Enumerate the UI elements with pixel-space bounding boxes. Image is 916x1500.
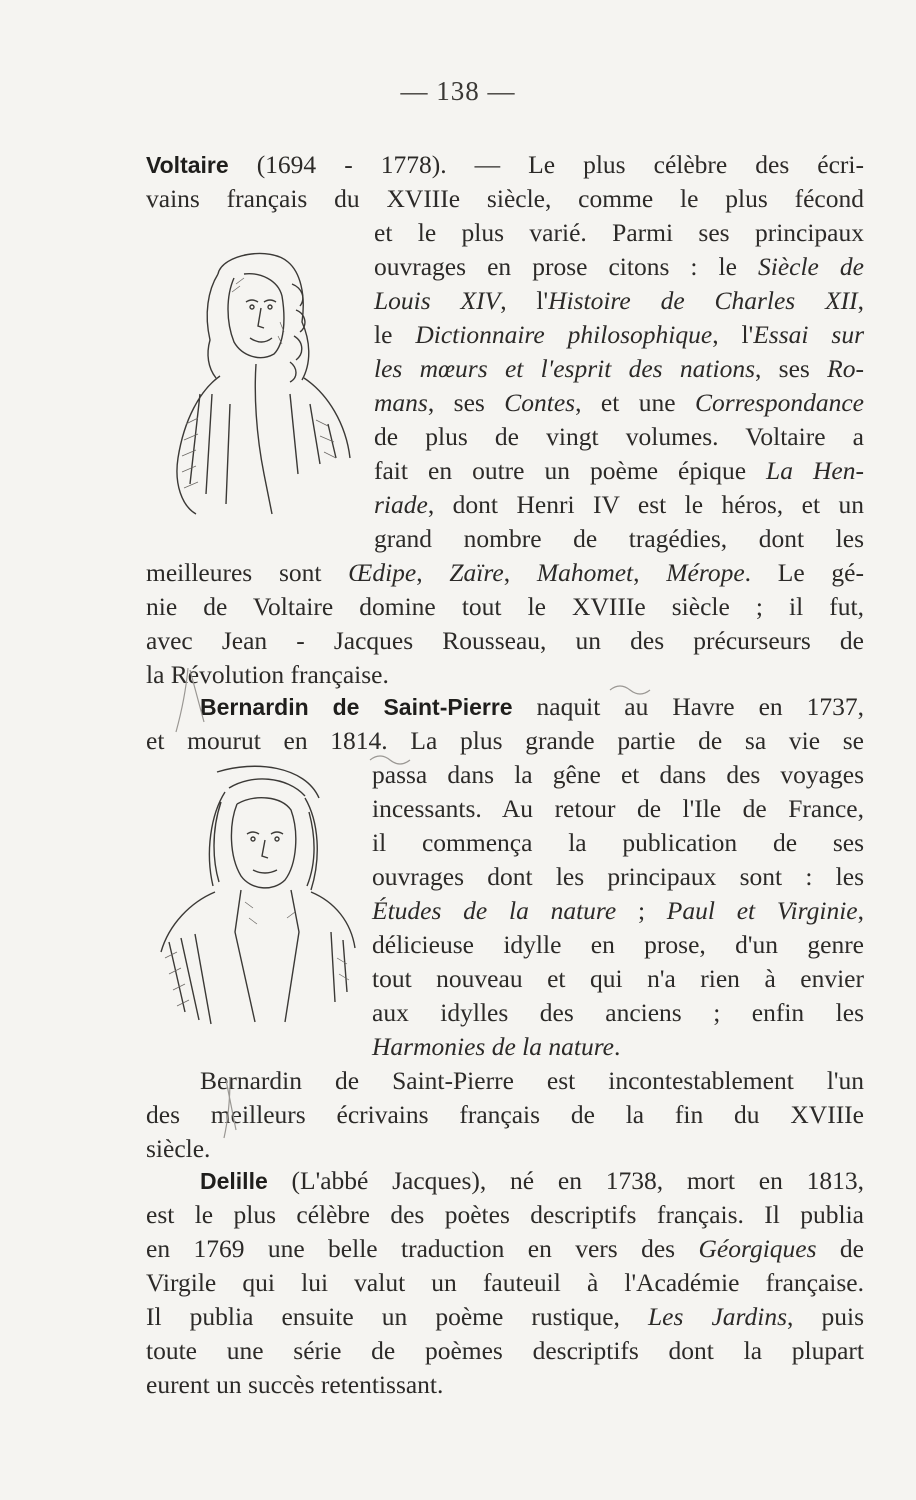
bernardin-line-12: Bernardin de Saint-Pierre est incontestablement l'un xyxy=(200,1066,864,1095)
delille-line-7: eurent un succès retentissant. xyxy=(146,1370,444,1399)
voltaire-line-13: meilleures sont Œdipe, Zaïre, Mahomet, Mérope. Le gé- xyxy=(146,558,864,587)
voltaire-line-15: avec Jean - Jacques Rousseau, un des précurseurs de xyxy=(146,626,864,655)
voltaire-line-16: la Révolution française. xyxy=(146,660,389,689)
bernardin-line-8: délicieuse idylle en prose, d'un genre xyxy=(372,930,864,959)
voltaire-line-2: vains français du XVIIIe siècle, comme le plus fécond xyxy=(146,184,864,213)
bernardin-line-10: aux idylles des anciens ; enfin les xyxy=(372,998,864,1027)
bernardin-line-6: ouvrages dont les principaux sont : les xyxy=(372,862,864,891)
delille-line-3: en 1769 une belle traduction en vers des Géorgiques de xyxy=(146,1234,864,1263)
delille-line-6: toute une série de poèmes descriptifs dont la plupart xyxy=(146,1336,864,1365)
delille-line-2: est le plus célèbre des poètes descriptifs français. Il publia xyxy=(146,1200,864,1229)
bernardin-line-3: passa dans la gêne et dans des voyages xyxy=(372,760,864,789)
voltaire-line-14: nie de Voltaire domine tout le XVIIIe siècle ; il fut, xyxy=(146,592,864,621)
bernardin-line-5: il commença la publication de ses xyxy=(372,828,864,857)
voltaire-line-10: fait en outre un poème épique La Hen- xyxy=(374,456,864,485)
voltaire-line-3: et le plus varié. Parmi ses principaux xyxy=(374,218,864,247)
voltaire-line-9: de plus de vingt volumes. Voltaire a xyxy=(374,422,864,451)
bernardin-line-1: Bernardin de Saint-Pierre naquit au Havre en 1737, xyxy=(200,692,865,721)
delille-line-5: Il publia ensuite un poème rustique, Les Jardins, puis xyxy=(146,1302,865,1331)
bernardin-line-14: siècle. xyxy=(146,1134,211,1163)
voltaire-line-7: les mœurs et l'esprit des nations, ses Ro- xyxy=(374,354,864,383)
bernardin-line-4: incessants. Au retour de l'Ile de France, xyxy=(372,794,864,823)
bernardin-name: Bernardin de Saint-Pierre xyxy=(200,694,513,720)
voltaire-line-4: ouvrages en prose citons : le Siècle de xyxy=(374,252,864,281)
pencil-annotations xyxy=(170,660,730,1150)
voltaire-line-12: grand nombre de tragédies, dont les xyxy=(374,524,864,553)
delille-line-4: Virgile qui lui valut un fauteuil à l'Académie française. xyxy=(146,1268,864,1297)
bernardin-line-9: tout nouveau et qui n'a rien à envier xyxy=(372,964,864,993)
voltaire-line-5: Louis XIV, l'Histoire de Charles XII, xyxy=(374,286,865,315)
voltaire-line-11: riade, dont Henri IV est le héros, et un xyxy=(374,490,864,519)
bernardin-line-13: des meilleurs écrivains français de la fin du XVIIIe xyxy=(146,1100,864,1129)
bernardin-line-11: Harmonies de la nature. xyxy=(372,1032,621,1061)
voltaire-line-8: mans, ses Contes, et une Correspondance xyxy=(374,388,864,417)
bernardin-line-7: Études de la nature ; Paul et Virginie, xyxy=(372,896,864,925)
voltaire-portrait xyxy=(160,244,365,519)
delille-name: Delille xyxy=(200,1168,268,1194)
bernardin-line-2: et mourut en 1814. La plus grande partie de sa vie se xyxy=(146,726,864,755)
voltaire-line-6: le Dictionnaire philosophique, l'Essai sur xyxy=(374,320,865,349)
delille-line-1: Delille (L'abbé Jacques), né en 1738, mort en 1813, xyxy=(200,1166,864,1195)
voltaire-name: Voltaire xyxy=(146,152,229,178)
page-number: — 138 — xyxy=(400,76,516,106)
voltaire-line-1: Voltaire (1694 - 1778). — Le plus célèbre des écri- xyxy=(146,150,864,179)
